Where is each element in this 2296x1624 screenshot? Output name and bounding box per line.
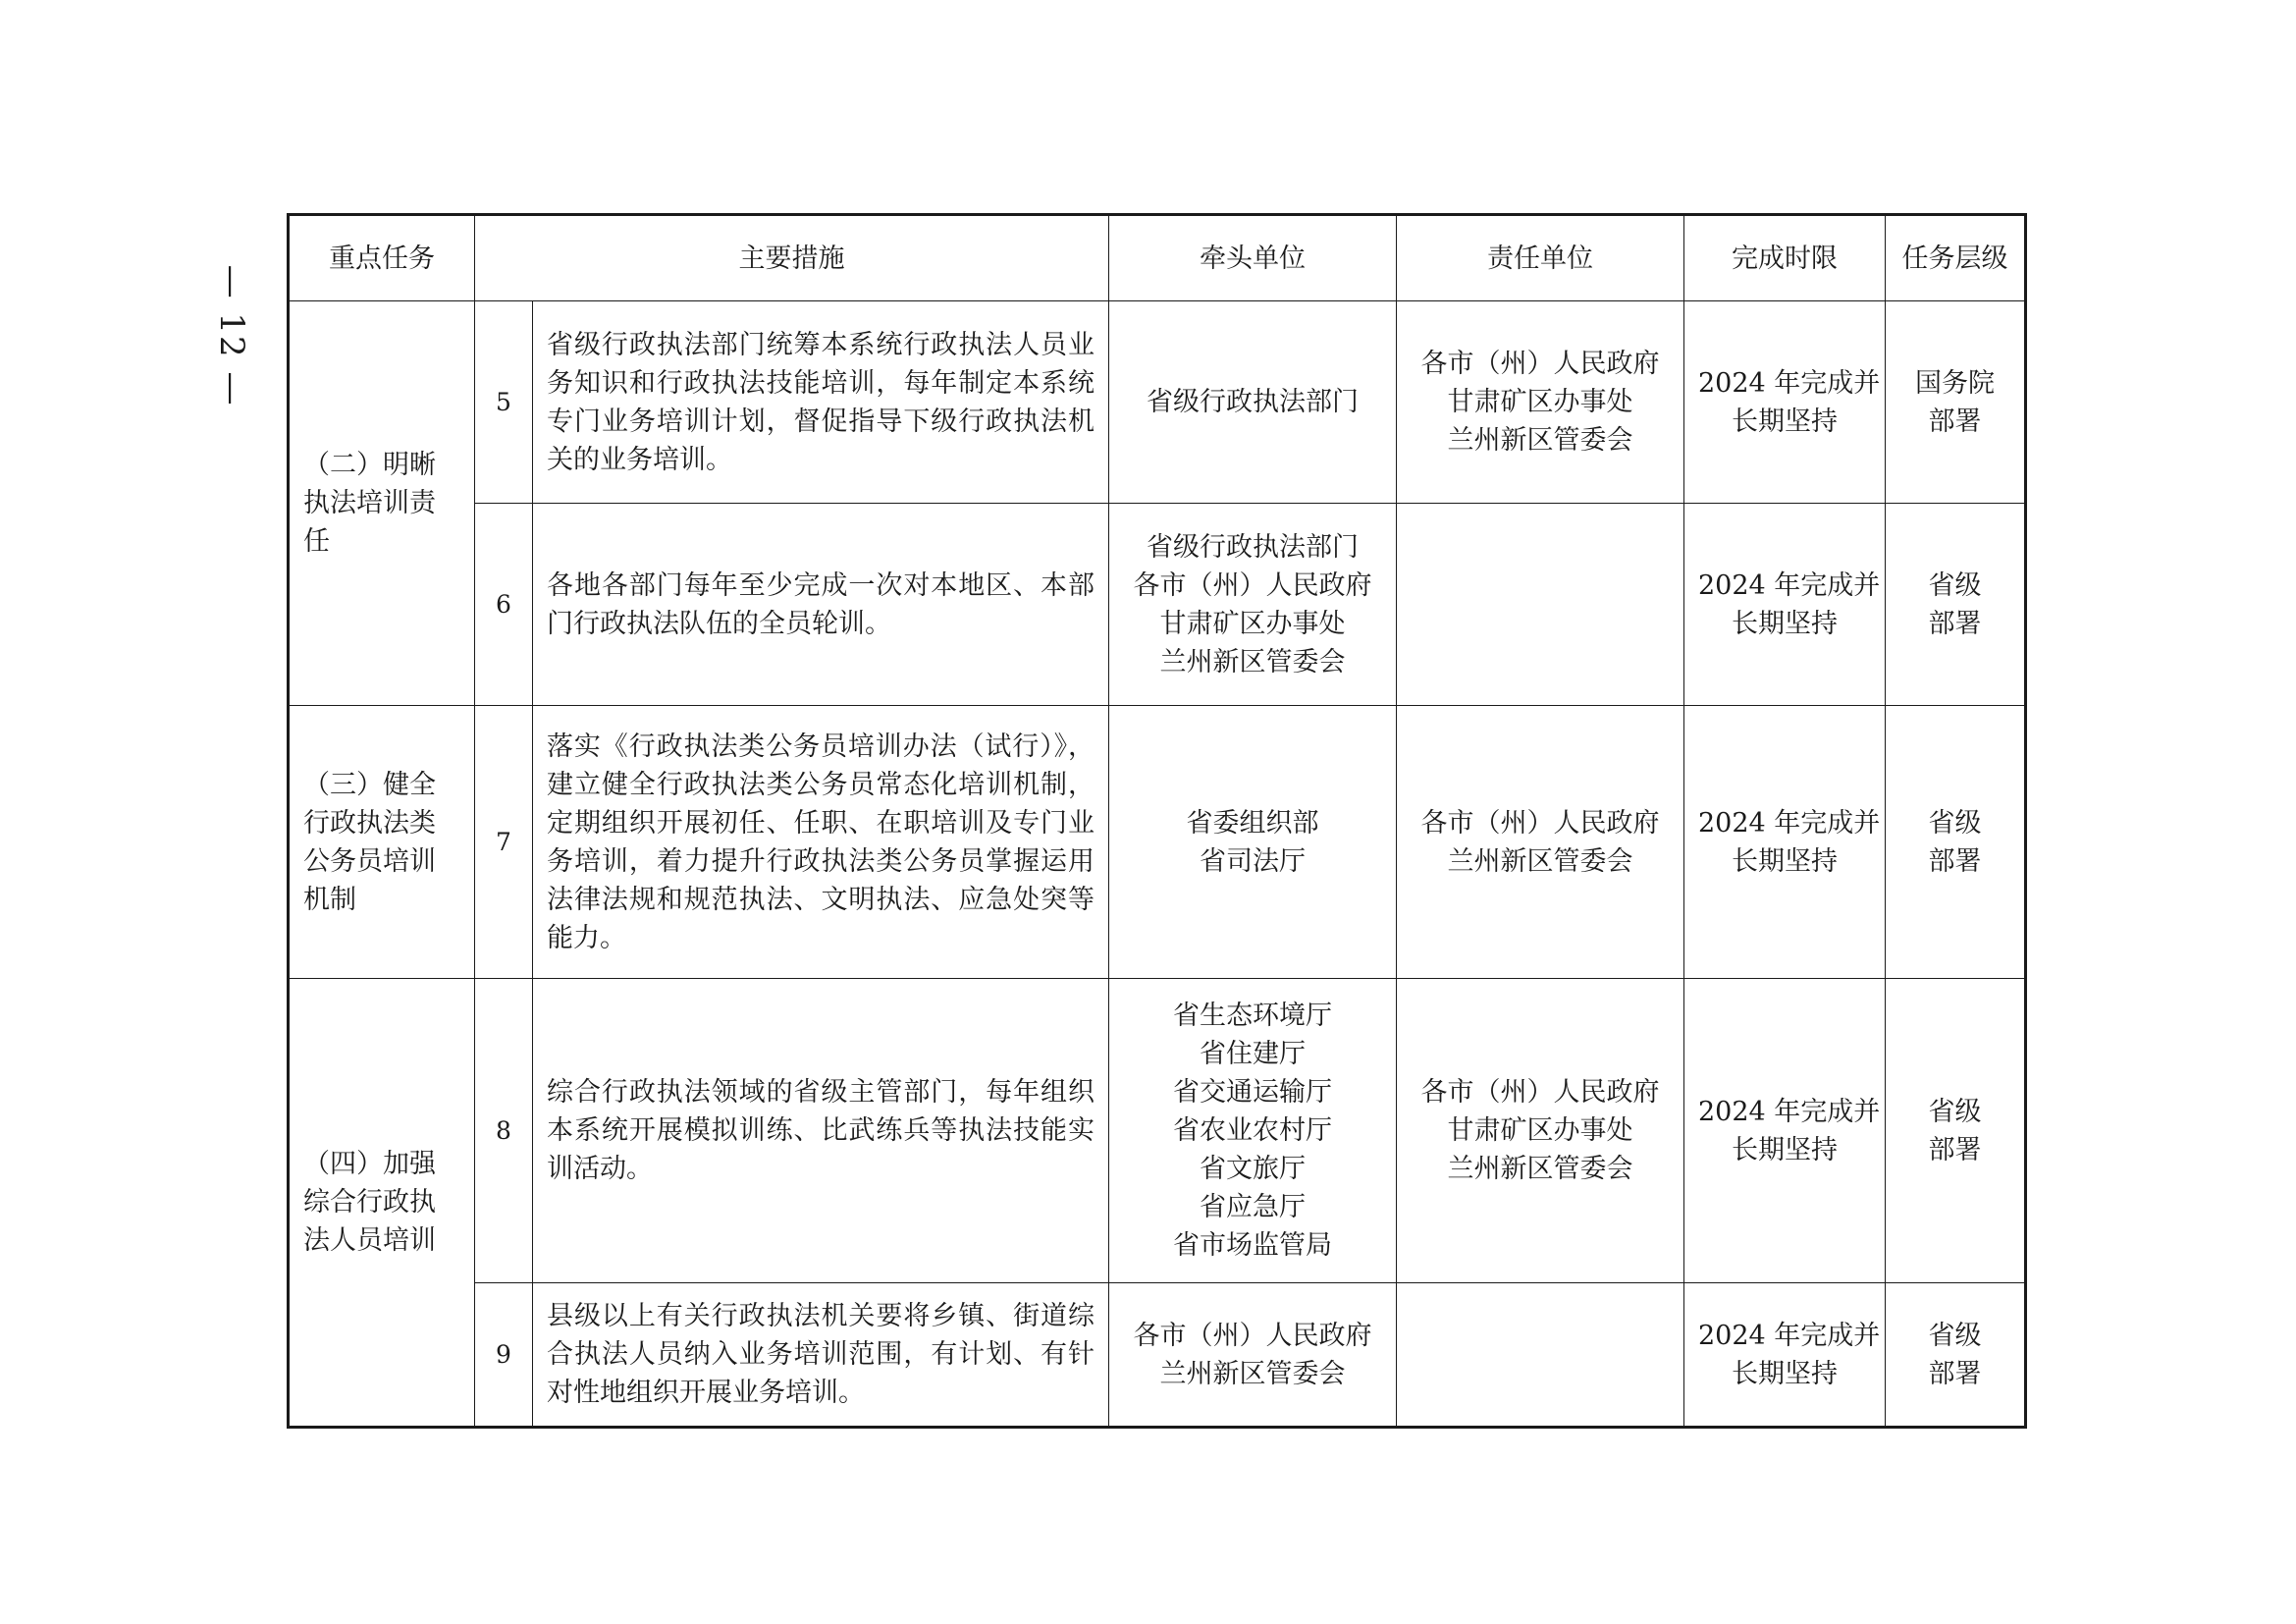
header-responsible-unit: 责任单位 [1397,215,1684,301]
responsible-unit-line: 各市（州）人民政府 [1420,1077,1660,1108]
lead-unit-cell [1109,301,1397,504]
lead-unit-cell [1109,979,1397,1283]
deadline-line: 长期坚持 [1732,406,1838,437]
row-number: 7 [475,706,533,979]
table-row [289,301,2026,504]
header-lead-unit: 牵头单位 [1109,215,1397,301]
lead-unit-line: 兰州新区管委会 [1159,646,1346,677]
lead-unit-line: 省级行政执法部门 [1147,531,1359,563]
lead-unit-line: 省应急厅 [1200,1192,1306,1222]
responsible-unit-cell [1397,301,1684,504]
responsible-unit-line: 各市（州）人民政府 [1420,349,1660,379]
deadline-line: 长期坚持 [1732,845,1838,877]
task-table [287,213,2027,1429]
task-level-line: 部署 [1928,1134,1982,1165]
measure-cell: 落实《行政执法类公务员培训办法（试行）》，建立健全行政执法类公务员常态化培训机制，定期组织开展初任、任职、在职培训及专门业务培训，着力提升行政执法类公务员掌握运用法律法规和规范执法、文明执法、应急处突等能力。 [533,706,1109,979]
task-level-cell [1886,301,2026,504]
lead-unit-line: 省生态环境厅 [1173,1001,1332,1031]
table-row [289,979,2026,1283]
deadline-line: 2024 年完成并 [1698,1096,1881,1127]
header-task-level: 任务层级 [1886,215,2026,301]
key-task-cell: （四）加强综合行政执法人员培训 [289,979,475,1428]
responsible-unit-cell [1397,1283,1684,1428]
task-level-line: 部署 [1928,406,1982,437]
header-deadline: 完成时限 [1684,215,1886,301]
deadline-line: 2024 年完成并 [1698,569,1881,601]
lead-unit-line: 兰州新区管委会 [1159,1358,1346,1389]
lead-unit-line: 省级行政执法部门 [1147,387,1359,417]
lead-unit-line: 甘肃矿区办事处 [1159,608,1346,639]
task-level-line: 省级 [1928,807,1982,839]
measure-cell: 各地各部门每年至少完成一次对本地区、本部门行政执法队伍的全员轮训。 [533,504,1109,706]
deadline-cell [1684,504,1886,706]
key-task-cell: （三）健全行政执法类公务员培训机制 [289,706,475,979]
task-level-line: 省级 [1928,569,1982,601]
table-row [289,504,2026,706]
header-key-task: 重点任务 [289,215,475,301]
deadline-line: 长期坚持 [1732,608,1838,639]
measure-cell: 综合行政执法领域的省级主管部门，每年组织本系统开展模拟训练、比武练兵等执法技能实训活动。 [533,979,1109,1283]
task-level-cell [1886,979,2026,1283]
deadline-cell [1684,301,1886,504]
lead-unit-cell [1109,504,1397,706]
header-main-measures: 主要措施 [475,215,1109,301]
lead-unit-line: 省农业农村厅 [1173,1115,1332,1146]
lead-unit-line: 省交通运输厅 [1173,1077,1332,1108]
task-level-cell [1886,706,2026,979]
deadline-line: 2024 年完成并 [1698,1320,1881,1351]
responsible-unit-cell [1397,504,1684,706]
responsible-unit-line: 各市（州）人民政府 [1420,807,1660,839]
lead-unit-line: 省住建厅 [1200,1039,1306,1069]
table-row [289,1283,2026,1428]
deadline-line: 长期坚持 [1732,1134,1838,1165]
lead-unit-cell [1109,1283,1397,1428]
deadline-cell [1684,706,1886,979]
task-level-line: 部署 [1928,845,1982,877]
task-level-cell [1886,504,2026,706]
deadline-cell [1684,979,1886,1283]
lead-unit-line: 各市（州）人民政府 [1133,569,1372,601]
deadline-line: 2024 年完成并 [1698,367,1881,399]
table-row [289,706,2026,979]
header-row [289,215,2026,301]
responsible-unit-line: 兰州新区管委会 [1447,1154,1633,1184]
row-number: 9 [475,1283,533,1428]
task-level-line: 省级 [1928,1096,1982,1127]
lead-unit-line: 各市（州）人民政府 [1133,1320,1372,1351]
task-level-cell [1886,1283,2026,1428]
key-task-cell: （二）明晰执法培训责任 [289,301,475,706]
task-level-line: 省级 [1928,1320,1982,1351]
lead-unit-line: 省文旅厅 [1200,1154,1306,1184]
task-level-line: 部署 [1928,1358,1982,1389]
responsible-unit-line: 甘肃矿区办事处 [1447,1115,1633,1146]
task-level-line: 国务院 [1915,367,1995,399]
lead-unit-line: 省市场监管局 [1173,1230,1332,1261]
row-number: 6 [475,504,533,706]
lead-unit-line: 省委组织部 [1186,807,1319,839]
responsible-unit-cell [1397,979,1684,1283]
responsible-unit-line: 兰州新区管委会 [1447,845,1633,877]
deadline-cell [1684,1283,1886,1428]
measure-cell: 县级以上有关行政执法机关要将乡镇、街道综合执法人员纳入业务培训范围，有计划、有针对性地组织开展业务培训。 [533,1283,1109,1428]
responsible-unit-cell [1397,706,1684,979]
responsible-unit-line: 甘肃矿区办事处 [1447,387,1633,417]
deadline-line: 长期坚持 [1732,1358,1838,1389]
task-level-line: 部署 [1928,608,1982,639]
responsible-unit-line: 兰州新区管委会 [1447,425,1633,456]
row-number: 8 [475,979,533,1283]
lead-unit-cell [1109,706,1397,979]
row-number: 5 [475,301,533,504]
page-number: — 12 — [212,264,251,407]
deadline-line: 2024 年完成并 [1698,807,1881,839]
lead-unit-line: 省司法厅 [1200,845,1306,877]
measure-cell: 省级行政执法部门统筹本系统行政执法人员业务知识和行政执法技能培训，每年制定本系统专门业务培训计划，督促指导下级行政执法机关的业务培训。 [533,301,1109,504]
